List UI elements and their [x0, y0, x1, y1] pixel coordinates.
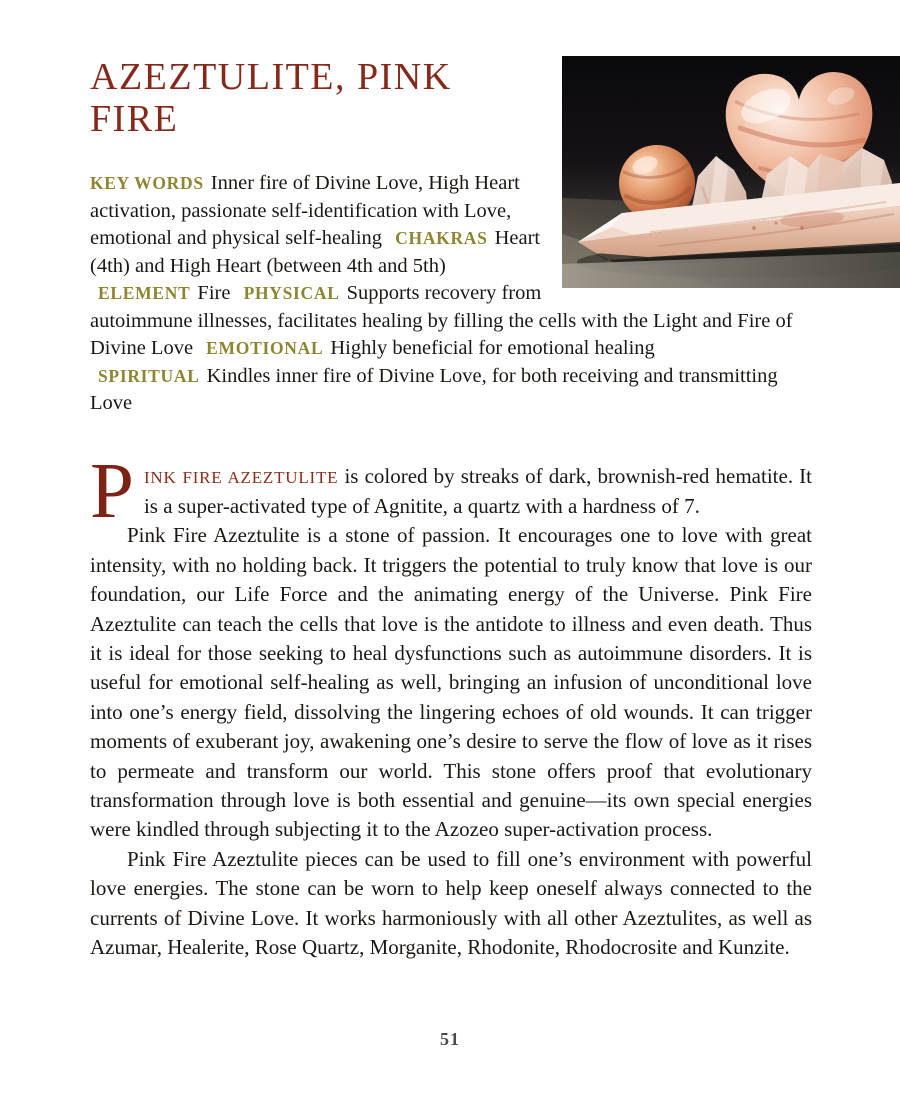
- physical-text: Supports recovery from autoimmune illnesses, facilitates healing by filling the cells with the Light and Fire of Divine Love: [90, 282, 793, 359]
- chakras-label: CHAKRAS: [395, 228, 488, 248]
- crystal-photo: [562, 56, 900, 288]
- physical-label: PHYSICAL: [243, 283, 340, 303]
- page-number: 51: [440, 1029, 460, 1049]
- dropcap: P: [90, 447, 134, 535]
- spiritual-label: SPIRITUAL: [98, 365, 200, 386]
- body-paragraph: Pink Fire Azeztulite pieces can be used to fill one’s environment with powerful love energies. The stone can be worn to help keep oneself always connected to the currents of Divine Love. It works harmoniously with all other Azeztulites, as well as Azumar, Healerite, Rose Quartz, Morganite, Rhodonite, Rhodocrosite and Kunzite.: [90, 846, 812, 959]
- lead-smallcaps: INK FIRE AZEZTULITE: [143, 467, 339, 487]
- element-label: ELEMENT: [98, 283, 191, 303]
- key-words-text: Inner fire of Divine Love, High Heart activation, passionate self-identification with Love, emotional and physical self-healing: [90, 172, 520, 249]
- element-text: Fire: [197, 282, 231, 304]
- crystal-photo-illustration: [562, 56, 900, 288]
- spiritual-text: Kindles inner fire of Divine Love, for both receiving and transmitting Love: [90, 364, 778, 414]
- body-paragraph: Pink Fire Azeztulite is a stone of passion. It encourages one to love with great intensity, with no holding back. It triggers the potential to truly know that love is our foundation, our Life Force and the animating energy of the Universe. Pink Fire Azeztulite can teach the cells that love is the antidote to illness and even death. Thus it is ideal for those seeking to heal dysfunctions such as autoimmune disorders. It is useful for emotional self-healing as well, bringing an infusion of unconditional love into one’s energy field, dissolving the lingering echoes of old wounds. It can trigger moments of exuberant joy, awakening one’s desire to serve the flow of love as it rises to permeate and transform our world. This stone offers proof that evolutionary transformation through love is both essential and genuine—its own special energies were kindled through subjecting it to the Azozeo super-activation process.: [90, 523, 812, 842]
- lead-paragraph: [90, 447, 812, 535]
- page-title: AZEZTULITE, PINK FIRE: [90, 56, 452, 140]
- body-text: [90, 447, 812, 963]
- page-content: [90, 56, 812, 962]
- emotional-text: Highly beneficial for emotional healing: [330, 337, 655, 359]
- chakras-text: Heart (4th) and High Heart (between 4th and 5th): [90, 227, 541, 277]
- emotional-label: EMOTIONAL: [206, 338, 324, 358]
- key-words-label: KEY WORDS: [90, 173, 204, 193]
- lead-text: is colored by streaks of dark, brownish-red hematite. It is a super-activated type of Agnitite, a quartz with a hardness of 7.: [143, 463, 812, 518]
